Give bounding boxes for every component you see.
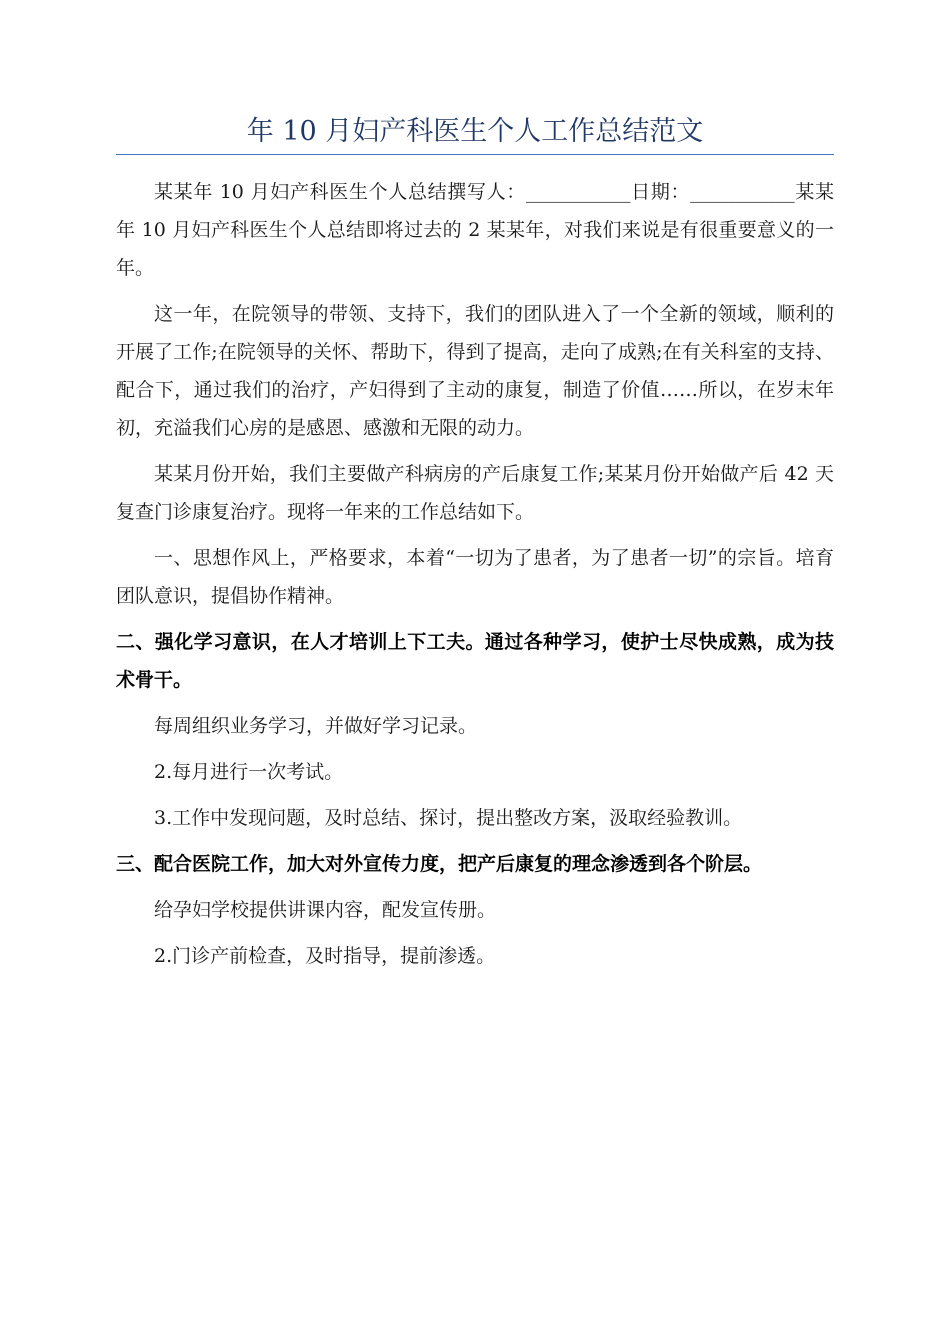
document-title: 年 10 月妇产科医生个人工作总结范文 [246,116,704,147]
paragraph-work-overview: 某某月份开始，我们主要做产科病房的产后康复工作;某某月份开始做产后 42 天复查门诊康复治疗。现将一年来的工作总结如下。 [116,463,834,523]
document-body [116,173,834,983]
paragraph-year-review: 这一年，在院领导的带领、支持下，我们的团队进入了一个全新的领域，顺利的开展了工作;在院领导的关怀、帮助下，得到了提高，走向了成熟;在有关科室的支持、配合下，通过我们的治疗，产妇得到了主动的康复，制造了价值……所以，在岁末年初，充溢我们心房的是感恩、感激和无限的动力。 [116,303,834,439]
section-heading-two: 二、强化学习意识，在人才培训上下工夫。通过各种学习，使护士尽快成熟，成为技术骨干。 [116,631,834,691]
title-underline [116,154,834,155]
list-item-weekly-study: 每周组织业务学习，并做好学习记录。 [154,715,478,737]
list-item-prenatal-guidance: 2.门诊产前检查，及时指导，提前渗透。 [154,945,496,967]
paragraph-intro: 某某年 10 月妇产科医生个人总结撰写人：___________日期：___________某某年 10 月妇产科医生个人总结即将过去的 2 某某年，对我们来说是有很重要意义的一年。 [116,181,834,279]
list-item-problem-review: 3.工作中发现问题，及时总结、探讨，提出整改方案，汲取经验教训。 [154,807,743,829]
list-item-pregnancy-school: 给孕妇学校提供讲课内容，配发宣传册。 [154,899,497,921]
list-item-monthly-exam: 2.每月进行一次考试。 [154,761,344,783]
section-heading-three: 三、配合医院工作，加大对外宣传力度，把产后康复的理念渗透到各个阶层。 [116,853,763,875]
paragraph-section-one: 一、思想作风上，严格要求，本着“一切为了患者，为了患者一切”的宗旨。培育团队意识，提倡协作精神。 [116,547,834,607]
